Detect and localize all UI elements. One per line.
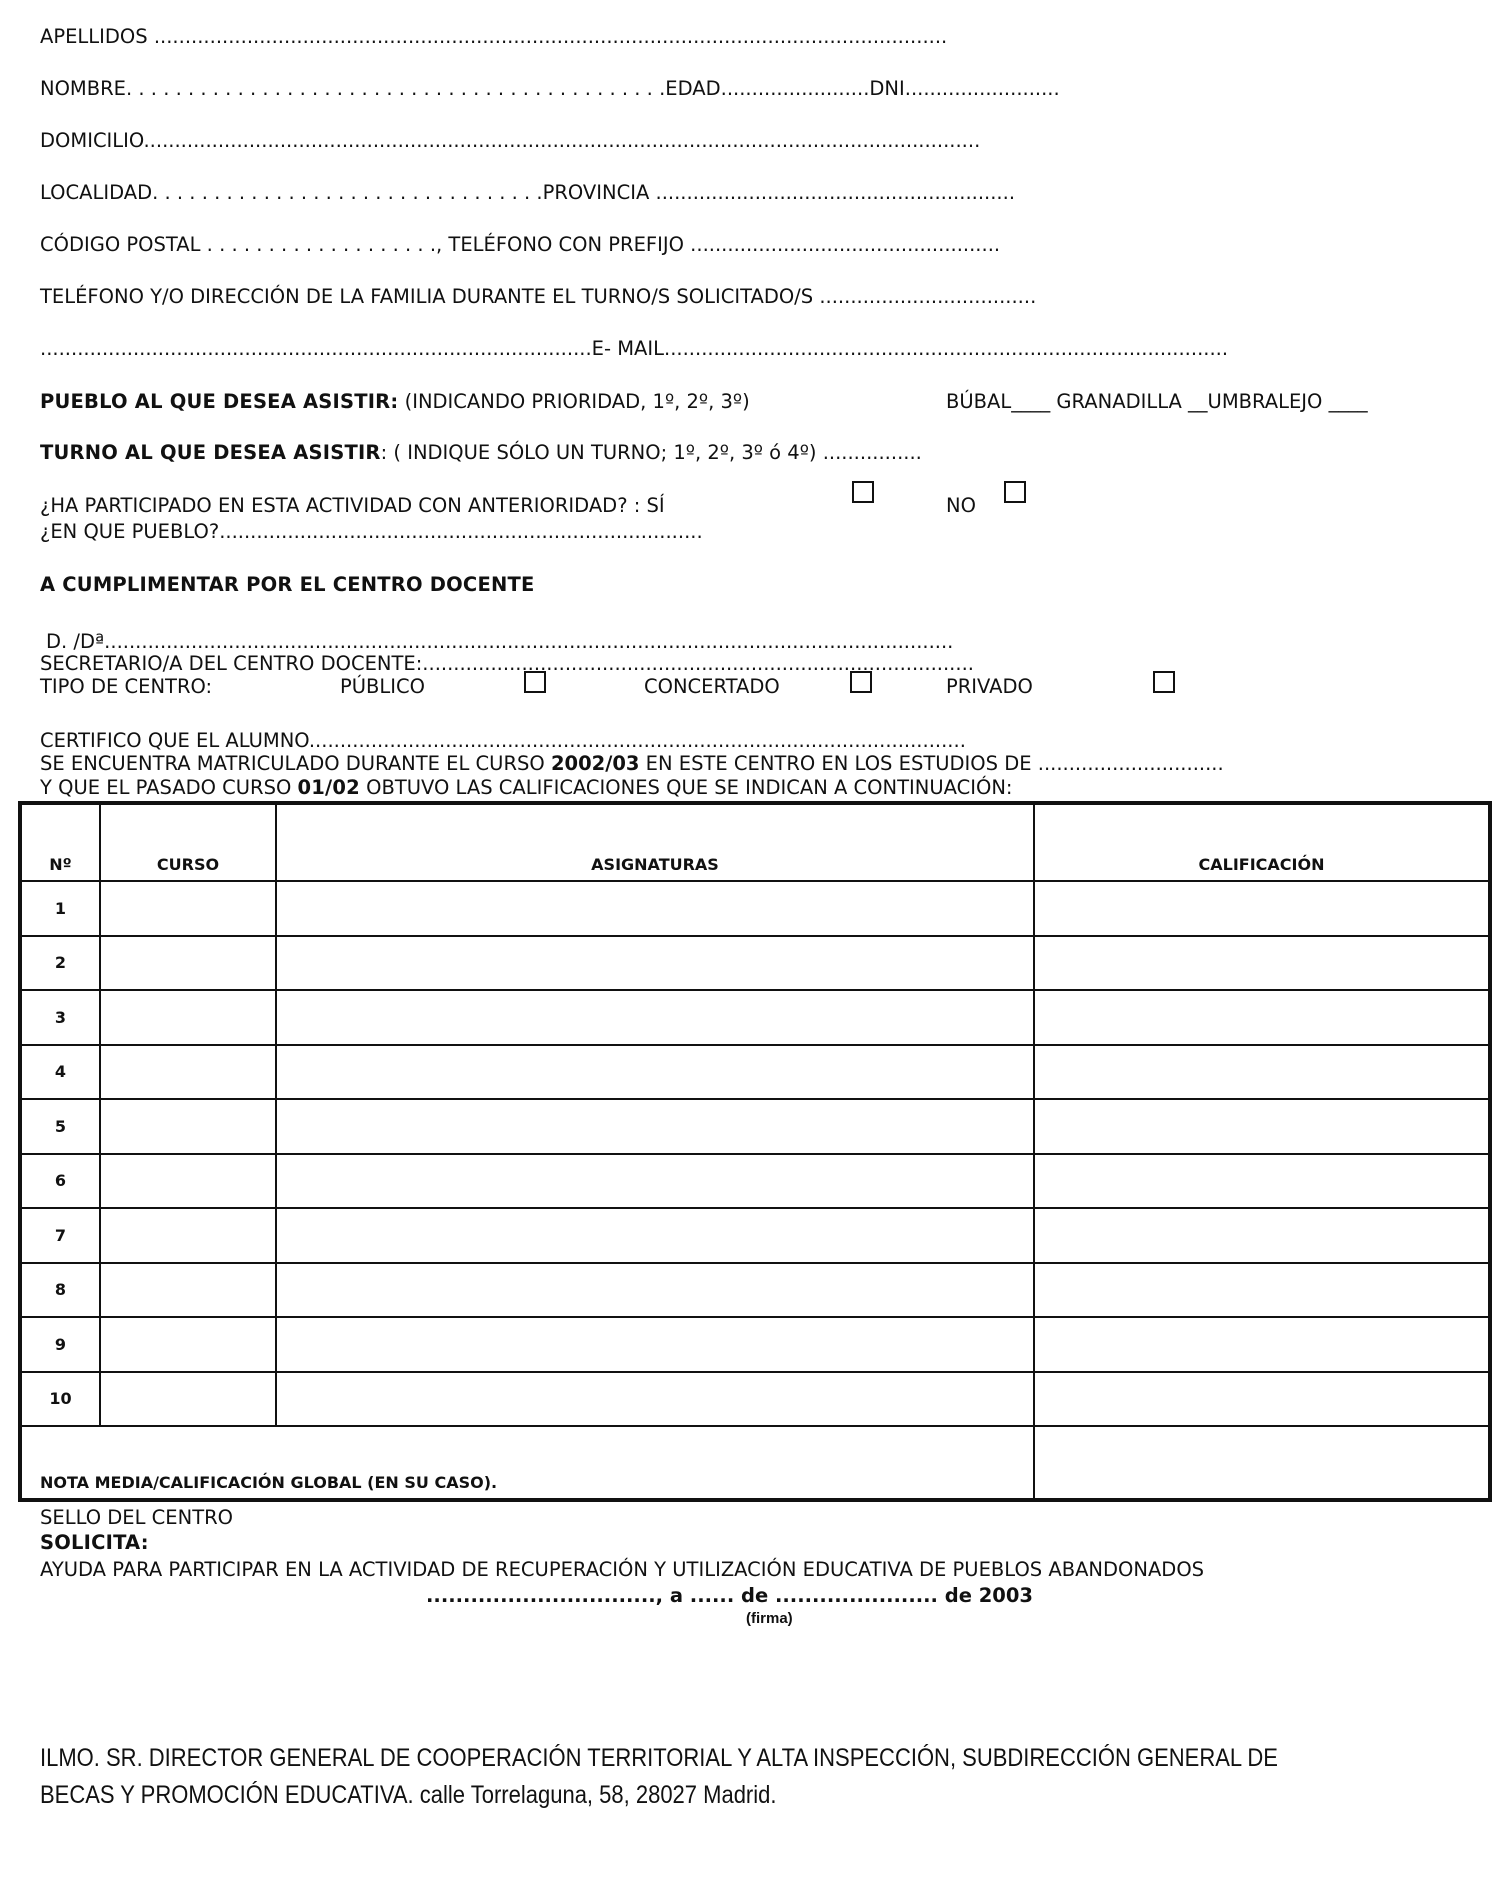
- asignatura-cell[interactable]: [276, 990, 1034, 1045]
- curso-cell[interactable]: [100, 1154, 276, 1209]
- tipo-centro-label: TIPO DE CENTRO:: [40, 675, 213, 698]
- calificacion-cell[interactable]: [1034, 1263, 1490, 1318]
- publico-label: PÚBLICO: [340, 675, 425, 698]
- codigo-postal-telefono-field[interactable]: CÓDIGO POSTAL . . . . . . . . . . . . . . . . . . ., TELÉFONO CON PREFIJO ..................................................: [40, 233, 1001, 256]
- dona-field[interactable]: D. /Dª.........................................................................................................................................: [46, 630, 954, 653]
- pueblo-hint: (INDICANDO PRIORIDAD, 1º, 2º, 3º): [398, 390, 750, 413]
- pasado-curso-line: [40, 776, 1013, 800]
- curso-cell[interactable]: [100, 936, 276, 991]
- curso-cell[interactable]: [100, 1099, 276, 1154]
- curso-cell[interactable]: [100, 1317, 276, 1372]
- table-row: [20, 990, 1490, 1045]
- matriculado-line[interactable]: [40, 752, 1224, 776]
- asignatura-cell[interactable]: [276, 881, 1034, 936]
- concertado-checkbox[interactable]: [850, 671, 872, 693]
- row-number: 7: [20, 1208, 100, 1263]
- curso-cell[interactable]: [100, 1263, 276, 1318]
- table-row: [20, 1372, 1490, 1427]
- row-number: 5: [20, 1099, 100, 1154]
- secretario-field[interactable]: SECRETARIO/A DEL CENTRO DOCENTE:.........................................................................................: [40, 652, 974, 675]
- firma-label: (firma): [746, 1610, 793, 1627]
- nota-media-label: NOTA MEDIA/CALIFICACIÓN GLOBAL (EN SU CASO).: [20, 1426, 1034, 1500]
- calificacion-cell[interactable]: [1034, 881, 1490, 936]
- domicilio-field[interactable]: DOMICILIO.......................................................................................................................................: [40, 129, 981, 152]
- telefono-familia-field[interactable]: TELÉFONO Y/O DIRECCIÓN DE LA FAMILIA DURANTE EL TURNO/S SOLICITADO/S ...................................: [40, 285, 1037, 308]
- calificacion-cell[interactable]: [1034, 1154, 1490, 1209]
- en-que-pueblo-field[interactable]: ¿EN QUE PUEBLO?..............................................................................: [40, 520, 703, 543]
- asignatura-cell[interactable]: [276, 1263, 1034, 1318]
- table-row: [20, 1317, 1490, 1372]
- asignatura-cell[interactable]: [276, 1372, 1034, 1427]
- privado-checkbox[interactable]: [1153, 671, 1175, 693]
- email-field[interactable]: .........................................................................................E- MAIL...........................................................................................: [40, 337, 1229, 360]
- solicita-label: SOLICITA:: [40, 1531, 149, 1554]
- pueblo-label: PUEBLO AL QUE DESEA ASISTIR:: [40, 390, 399, 413]
- centro-docente-heading: A CUMPLIMENTAR POR EL CENTRO DOCENTE: [40, 573, 535, 596]
- row-number: 8: [20, 1263, 100, 1318]
- row-number: 9: [20, 1317, 100, 1372]
- col-header-asignaturas: ASIGNATURAS: [276, 803, 1034, 881]
- row-number: 10: [20, 1372, 100, 1427]
- estudios-text: EN ESTE CENTRO EN LOS ESTUDIOS DE ..............................: [639, 752, 1224, 775]
- turno-hint: : ( INDIQUE SÓLO UN TURNO; 1º, 2º, 3º ó 4º) ................: [380, 441, 922, 464]
- footer-address-line2: BECAS Y PROMOCIÓN EDUCATIVA. calle Torrelaguna, 58, 28027 Madrid.: [40, 1781, 777, 1809]
- asignatura-cell[interactable]: [276, 1045, 1034, 1100]
- pasado-year: 01/02: [297, 776, 360, 799]
- nombre-edad-dni-field[interactable]: NOMBRE. . . . . . . . . . . . . . . . . . . . . . . . . . . . . . . . . . . . . . . . . . . .EDAD........................DNI.........................: [40, 77, 1060, 100]
- table-row: [20, 1208, 1490, 1263]
- asignatura-cell[interactable]: [276, 936, 1034, 991]
- table-row: [20, 881, 1490, 936]
- calificacion-cell[interactable]: [1034, 1208, 1490, 1263]
- no-label: NO: [946, 494, 976, 517]
- asignatura-cell[interactable]: [276, 1099, 1034, 1154]
- si-checkbox[interactable]: [852, 481, 874, 503]
- grades-table: [18, 801, 1492, 1502]
- table-row: [20, 936, 1490, 991]
- calificaciones-text: OBTUVO LAS CALIFICACIONES QUE SE INDICAN A CONTINUACIÓN:: [359, 776, 1013, 799]
- no-checkbox[interactable]: [1004, 481, 1026, 503]
- nota-media-cell[interactable]: [1034, 1426, 1490, 1500]
- table-row: [20, 1045, 1490, 1100]
- apellidos-field[interactable]: APELLIDOS ................................................................................................................................: [40, 25, 948, 48]
- calificacion-cell[interactable]: [1034, 936, 1490, 991]
- curso-cell[interactable]: [100, 1045, 276, 1100]
- row-number: 2: [20, 936, 100, 991]
- table-row: [20, 1263, 1490, 1318]
- certifico-alumno-field[interactable]: CERTIFICO QUE EL ALUMNO..........................................................................................................: [40, 729, 966, 752]
- table-row: [20, 1154, 1490, 1209]
- pueblo-line: [40, 390, 750, 414]
- sello-centro-label: SELLO DEL CENTRO: [40, 1506, 234, 1529]
- curso-cell[interactable]: [100, 881, 276, 936]
- date-signature-line[interactable]: ..............................., a ...... de ...................... de 2003: [426, 1584, 1033, 1607]
- col-header-curso: CURSO: [100, 803, 276, 881]
- privado-label: PRIVADO: [946, 675, 1033, 698]
- row-number: 6: [20, 1154, 100, 1209]
- solicita-text: AYUDA PARA PARTICIPAR EN LA ACTIVIDAD DE RECUPERACIÓN Y UTILIZACIÓN EDUCATIVA DE PUEBLOS ABANDONADOS: [40, 1558, 1205, 1581]
- asignatura-cell[interactable]: [276, 1154, 1034, 1209]
- curso-year: 2002/03: [550, 752, 640, 775]
- col-header-num: Nº: [20, 803, 100, 881]
- localidad-provincia-field[interactable]: LOCALIDAD. . . . . . . . . . . . . . . . . . . . . . . . . . . . . . . .PROVINCIA ..........................................................: [40, 181, 1016, 204]
- table-header-row: [20, 803, 1490, 881]
- curso-cell[interactable]: [100, 990, 276, 1045]
- calificacion-cell[interactable]: [1034, 1317, 1490, 1372]
- turno-label: TURNO AL QUE DESEA ASISTIR: [40, 441, 381, 464]
- turno-line[interactable]: [40, 441, 922, 465]
- matriculado-text: SE ENCUENTRA MATRICULADO DURANTE EL CURSO: [40, 752, 551, 775]
- row-number: 3: [20, 990, 100, 1045]
- calificacion-cell[interactable]: [1034, 1045, 1490, 1100]
- calificacion-cell[interactable]: [1034, 990, 1490, 1045]
- participado-question: ¿HA PARTICIPADO EN ESTA ACTIVIDAD CON ANTERIORIDAD? : SÍ: [40, 494, 665, 517]
- col-header-calificacion: CALIFICACIÓN: [1034, 803, 1490, 881]
- footer-address-line1: ILMO. SR. DIRECTOR GENERAL DE COOPERACIÓN TERRITORIAL Y ALTA INSPECCIÓN, SUBDIRECCIÓN GENERAL DE: [40, 1744, 1278, 1772]
- asignatura-cell[interactable]: [276, 1208, 1034, 1263]
- pueblo-options[interactable]: BÚBAL____ GRANADILLA __UMBRALEJO ____: [946, 390, 1368, 413]
- asignatura-cell[interactable]: [276, 1317, 1034, 1372]
- curso-cell[interactable]: [100, 1208, 276, 1263]
- concertado-label: CONCERTADO: [644, 675, 780, 698]
- curso-cell[interactable]: [100, 1372, 276, 1427]
- calificacion-cell[interactable]: [1034, 1099, 1490, 1154]
- publico-checkbox[interactable]: [524, 671, 546, 693]
- row-number: 4: [20, 1045, 100, 1100]
- nota-media-row: [20, 1426, 1490, 1500]
- table-row: [20, 1099, 1490, 1154]
- row-number: 1: [20, 881, 100, 936]
- calificacion-cell[interactable]: [1034, 1372, 1490, 1427]
- pasado-text: Y QUE EL PASADO CURSO: [40, 776, 298, 799]
